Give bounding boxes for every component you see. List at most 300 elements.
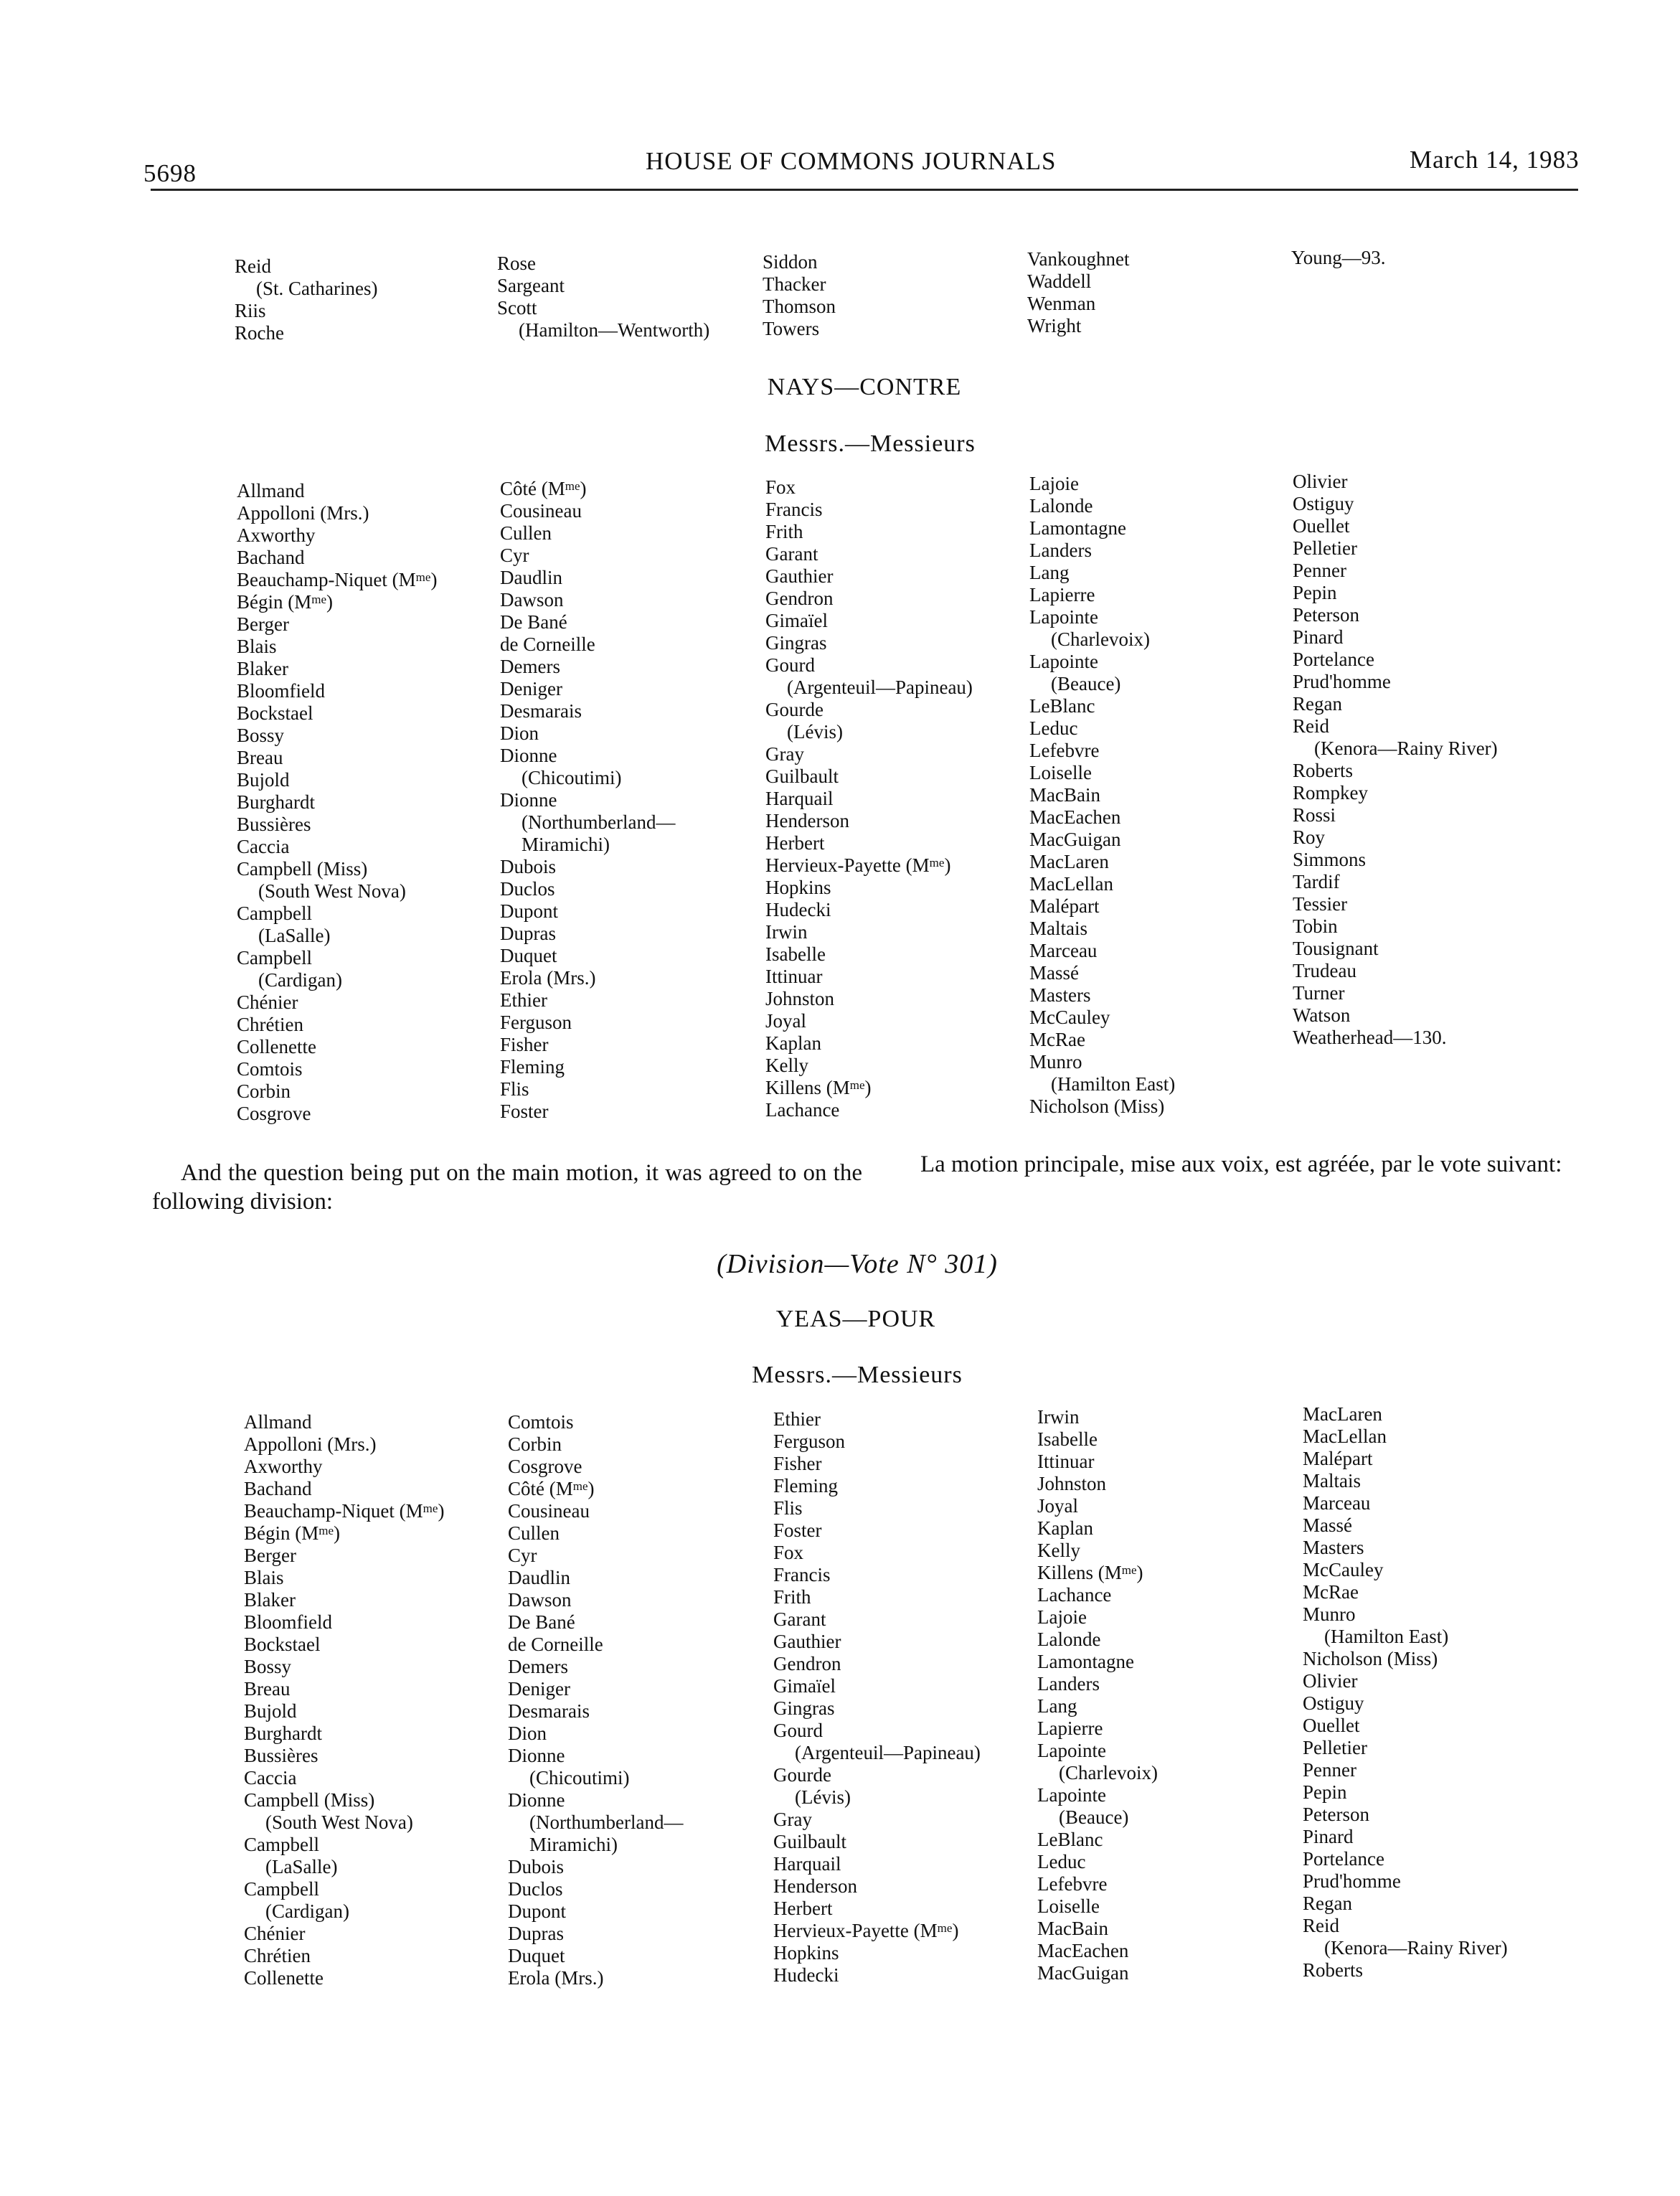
member-name: Miramichi) — [522, 834, 610, 855]
member-name: McCauley — [1303, 1559, 1384, 1580]
member-name: Hervieux-Payette $(M^{me})$ — [773, 1920, 959, 1941]
member-name: Cousineau — [500, 500, 582, 522]
member-name: Peterson — [1293, 604, 1359, 626]
member-name: Bloomfield — [244, 1611, 332, 1633]
nays-column-2 — [500, 478, 675, 1123]
member-name: Lapierre — [1029, 584, 1095, 605]
member-name: Munro — [1303, 1603, 1356, 1625]
top-column-1 — [235, 255, 377, 344]
member-name: Young—93. — [1291, 247, 1386, 268]
member-name: Hopkins — [773, 1942, 839, 1964]
member-name: Ferguson — [500, 1012, 572, 1033]
member-name: Bégin $(M^{me})$ — [244, 1522, 341, 1544]
member-name: Daudlin — [500, 567, 562, 588]
member-name: Côté $(M^{me})$ — [508, 1478, 595, 1499]
member-name: Guilbault — [765, 765, 839, 787]
member-name: Caccia — [237, 836, 290, 857]
member-name: Beauchamp-Niquet $(M^{me})$ — [237, 569, 438, 590]
member-name: Lang — [1037, 1695, 1077, 1717]
member-name: Peterson — [1303, 1804, 1369, 1825]
member-name: Cullen — [500, 522, 552, 544]
member-name: Johnston — [765, 988, 835, 1009]
member-name: Corbin — [508, 1433, 562, 1455]
member-name: Axworthy — [237, 524, 316, 546]
member-name: (LaSalle) — [258, 925, 331, 946]
member-name: Bujold — [244, 1700, 297, 1722]
member-name: Roy — [1293, 826, 1326, 848]
member-name: MacEachen — [1037, 1940, 1129, 1961]
member-name: Garant — [765, 543, 818, 565]
member-name: (Charlevoix) — [1059, 1762, 1158, 1783]
member-name: Allmand — [237, 480, 305, 501]
yeas-column-1 — [244, 1411, 444, 1989]
member-name: Prud'homme — [1293, 671, 1391, 692]
member-name: Fleming — [773, 1475, 839, 1497]
member-name: Watson — [1293, 1004, 1351, 1026]
member-name: Kaplan — [765, 1032, 821, 1054]
member-name: Hudecki — [765, 899, 831, 920]
member-name: (Lévis) — [795, 1786, 851, 1808]
member-name: Cousineau — [508, 1500, 590, 1522]
member-name: Chénier — [237, 991, 298, 1013]
member-name: Gingras — [773, 1697, 835, 1719]
page-number: 5698 — [143, 159, 197, 187]
member-name: Blais — [244, 1567, 284, 1588]
yeas-column-5 — [1303, 1403, 1508, 1981]
member-name: Portelance — [1303, 1848, 1384, 1870]
member-name: Gourd — [765, 654, 815, 676]
member-name: Pepin — [1293, 582, 1337, 603]
member-name: Johnston — [1037, 1473, 1107, 1494]
member-name: Dionne — [508, 1745, 565, 1766]
member-name: Campbell — [244, 1878, 319, 1900]
member-name: Hudecki — [773, 1964, 839, 1986]
member-name: Malépart — [1029, 895, 1100, 917]
member-name: Masters — [1303, 1537, 1364, 1558]
member-name: Gendron — [765, 588, 834, 609]
member-name: Roche — [235, 322, 284, 344]
member-name: Dionne — [500, 789, 557, 811]
member-name: (Chicoutimi) — [529, 1767, 630, 1789]
top-column-2 — [497, 253, 709, 341]
member-name: Flis — [773, 1497, 803, 1519]
member-name: Irwin — [1037, 1406, 1080, 1428]
yeas-column-3 — [773, 1408, 981, 1987]
member-name: Penner — [1293, 560, 1346, 581]
member-name: MacBain — [1029, 784, 1100, 806]
member-name: (South West Nova) — [258, 880, 406, 902]
member-name: Marceau — [1303, 1492, 1371, 1514]
member-name: McRae — [1303, 1581, 1359, 1603]
yeas-subheading: Messrs.—Messieurs — [752, 1362, 963, 1388]
member-name: Duclos — [500, 878, 555, 900]
division-label: (Division—Vote N° 301) — [717, 1249, 998, 1279]
member-name: Francis — [765, 499, 823, 520]
member-name: Guilbault — [773, 1831, 846, 1852]
member-name: (Kenora—Rainy River) — [1324, 1937, 1508, 1959]
member-name: Breau — [237, 747, 283, 768]
member-name: Campbell (Miss) — [237, 858, 368, 880]
member-name: Duquet — [500, 945, 557, 966]
member-name: Fleming — [500, 1056, 565, 1078]
member-name: Reid — [1303, 1915, 1339, 1936]
member-name: Kaplan — [1037, 1517, 1093, 1539]
paragraph-french: La motion principale, mise aux voix, est agréée, par le vote suivant: — [920, 1151, 1562, 1177]
member-name: Massé — [1029, 962, 1079, 984]
member-name: Olivier — [1293, 471, 1348, 492]
member-name: Herbert — [773, 1898, 833, 1919]
member-name: Tardif — [1293, 871, 1340, 892]
member-name: Dawson — [500, 589, 564, 611]
member-name: Collenette — [237, 1036, 316, 1057]
member-name: Bockstael — [237, 702, 313, 724]
member-name: Lapierre — [1037, 1717, 1103, 1739]
page-date: March 14, 1983 — [1410, 146, 1580, 174]
member-name: Francis — [773, 1564, 831, 1585]
member-name: Ittinuar — [765, 966, 823, 987]
member-name: Corbin — [237, 1080, 291, 1102]
member-name: Dubois — [500, 856, 557, 877]
member-name: Joyal — [765, 1010, 806, 1032]
member-name: Demers — [508, 1656, 568, 1677]
member-name: Deniger — [508, 1678, 570, 1700]
member-name: Lamontagne — [1029, 517, 1126, 539]
member-name: Dionne — [500, 745, 557, 766]
member-name: Killens $(M^{me})$ — [1037, 1562, 1143, 1583]
member-name: Leduc — [1037, 1851, 1086, 1872]
member-name: Comtois — [508, 1411, 574, 1433]
member-name: Marceau — [1029, 940, 1098, 961]
member-name: Regan — [1303, 1893, 1352, 1914]
top-column-5 — [1291, 247, 1386, 269]
member-name: Bussières — [237, 814, 311, 835]
member-name: Hervieux-Payette $(M^{me})$ — [765, 854, 951, 876]
member-name: (Argenteuil—Papineau) — [795, 1742, 981, 1763]
member-name: de Corneille — [508, 1634, 603, 1655]
member-name: Hopkins — [765, 877, 831, 898]
member-name: Isabelle — [1037, 1428, 1098, 1450]
member-name: (St. Catharines) — [256, 278, 378, 299]
member-name: Lapointe — [1037, 1740, 1106, 1761]
member-name: Massé — [1303, 1514, 1352, 1536]
member-name: Lachance — [765, 1099, 840, 1121]
member-name: Desmarais — [500, 700, 582, 722]
member-name: Ittinuar — [1037, 1451, 1095, 1472]
member-name: Bossy — [244, 1656, 292, 1677]
member-name: Gimaïel — [773, 1675, 836, 1697]
member-name: (Northumberland— — [522, 811, 676, 833]
member-name: Towers — [763, 318, 820, 339]
member-name: Ostiguy — [1303, 1692, 1364, 1714]
member-name: Isabelle — [765, 943, 826, 965]
member-name: Irwin — [765, 921, 808, 943]
yeas-column-4 — [1037, 1406, 1158, 1984]
member-name: Vankoughnet — [1027, 248, 1130, 270]
member-name: Pinard — [1293, 626, 1344, 648]
member-name: (Chicoutimi) — [522, 767, 622, 788]
member-name: Pinard — [1303, 1826, 1354, 1847]
member-name: Portelance — [1293, 649, 1374, 670]
member-name: Reid — [235, 255, 271, 277]
member-name: Maltais — [1029, 918, 1087, 939]
member-name: Gendron — [773, 1653, 841, 1674]
member-name: Ostiguy — [1293, 493, 1354, 514]
member-name: Caccia — [244, 1767, 297, 1789]
member-name: Tobin — [1293, 915, 1338, 937]
member-name: Tousignant — [1293, 938, 1379, 959]
member-name: Masters — [1029, 984, 1091, 1006]
member-name: Garant — [773, 1608, 826, 1630]
member-name: LeBlanc — [1029, 695, 1095, 717]
member-name: (Cardigan) — [265, 1900, 349, 1922]
member-name: Erola (Mrs.) — [500, 967, 596, 989]
member-name: Ethier — [500, 989, 547, 1011]
member-name: Erola (Mrs.) — [508, 1967, 604, 1989]
yeas-heading: YEAS—POUR — [775, 1306, 936, 1332]
member-name: Lamontagne — [1037, 1651, 1134, 1672]
member-name: Cyr — [500, 545, 529, 566]
member-name: MacLaren — [1303, 1403, 1382, 1425]
member-name: Beauchamp-Niquet $(M^{me})$ — [244, 1500, 445, 1522]
member-name: Berger — [237, 613, 289, 635]
member-name: Duquet — [508, 1945, 565, 1966]
member-name: Côté $(M^{me})$ — [500, 478, 587, 499]
member-name: Lajoie — [1037, 1606, 1087, 1628]
member-name: Bloomfield — [237, 680, 325, 702]
member-name: Siddon — [763, 251, 818, 273]
member-name: Burghardt — [237, 791, 315, 813]
member-name: MacLaren — [1029, 851, 1109, 872]
member-name: Bussières — [244, 1745, 318, 1766]
member-name: Campbell — [244, 1834, 319, 1855]
member-name: Lefebvre — [1037, 1873, 1108, 1895]
member-name: Gimaïel — [765, 610, 828, 631]
member-name: Scott — [497, 297, 537, 319]
member-name: Miramichi) — [529, 1834, 618, 1855]
member-name: Dupras — [508, 1923, 564, 1944]
member-name: Frith — [765, 521, 803, 542]
member-name: Bockstael — [244, 1634, 321, 1655]
member-name: Wenman — [1027, 293, 1096, 314]
member-name: Bégin $(M^{me})$ — [237, 591, 334, 613]
top-column-4 — [1027, 248, 1129, 337]
member-name: Nicholson (Miss) — [1303, 1648, 1438, 1669]
member-name: Bujold — [237, 769, 290, 791]
member-name: Harquail — [773, 1853, 841, 1875]
member-name: Nicholson (Miss) — [1029, 1095, 1165, 1117]
member-name: Breau — [244, 1678, 291, 1700]
member-name: Joyal — [1037, 1495, 1078, 1517]
member-name: Kelly — [1037, 1540, 1080, 1561]
member-name: (Hamilton East) — [1324, 1626, 1449, 1647]
member-name: Harquail — [765, 788, 834, 809]
member-name: Pepin — [1303, 1781, 1347, 1803]
member-name: de Corneille — [500, 633, 595, 655]
member-name: Henderson — [765, 810, 849, 831]
member-name: Axworthy — [244, 1456, 323, 1477]
member-name: Dion — [500, 722, 539, 744]
member-name: Landers — [1037, 1673, 1100, 1695]
member-name: Dawson — [508, 1589, 572, 1611]
member-name: Ouellet — [1303, 1715, 1360, 1736]
member-name: Cosgrove — [508, 1456, 582, 1477]
member-name: Comtois — [237, 1058, 303, 1080]
member-name: Gray — [765, 743, 804, 765]
member-name: Blaker — [237, 658, 288, 679]
member-name: Fox — [773, 1542, 804, 1563]
member-name: MacBain — [1037, 1918, 1108, 1939]
member-name: MacGuigan — [1029, 829, 1121, 850]
member-name: Fisher — [773, 1453, 822, 1474]
member-name: Bachand — [237, 547, 305, 568]
member-name: Blais — [237, 636, 277, 657]
member-name: Weatherhead—130. — [1293, 1027, 1447, 1048]
member-name: Gauthier — [773, 1631, 841, 1652]
member-name: Malépart — [1303, 1448, 1373, 1469]
member-name: Allmand — [244, 1411, 312, 1433]
member-name: Pelletier — [1303, 1737, 1367, 1758]
member-name: (Hamilton East) — [1051, 1073, 1176, 1095]
member-name: Gourde — [765, 699, 824, 720]
member-name: Dupont — [500, 900, 558, 922]
member-name: Dion — [508, 1723, 547, 1744]
member-name: Appolloni (Mrs.) — [244, 1433, 377, 1455]
member-name: Lapointe — [1029, 651, 1098, 672]
member-name: Lalonde — [1037, 1629, 1101, 1650]
member-name: MacLellan — [1029, 873, 1113, 895]
member-name: McRae — [1029, 1029, 1085, 1050]
member-name: Roberts — [1293, 760, 1353, 781]
member-name: MacLellan — [1303, 1425, 1387, 1447]
member-name: Roberts — [1303, 1959, 1363, 1981]
member-name: Appolloni (Mrs.) — [237, 502, 369, 524]
member-name: Daudlin — [508, 1567, 570, 1588]
member-name: Simmons — [1293, 849, 1367, 870]
member-name: Gourde — [773, 1764, 831, 1786]
nays-heading: NAYS—CONTRE — [767, 374, 962, 400]
member-name: Lachance — [1037, 1584, 1112, 1606]
member-name: Henderson — [773, 1875, 857, 1897]
member-name: Blaker — [244, 1589, 296, 1611]
member-name: Killens $(M^{me})$ — [765, 1077, 872, 1098]
nays-column-5 — [1293, 471, 1498, 1049]
member-name: Foster — [773, 1519, 822, 1541]
member-name: Riis — [235, 300, 266, 321]
member-name: Rossi — [1293, 804, 1336, 826]
member-name: Collenette — [244, 1967, 324, 1989]
member-name: Dubois — [508, 1856, 565, 1877]
member-name: Gingras — [765, 632, 827, 654]
member-name: (Beauce) — [1059, 1806, 1129, 1828]
member-name: Campbell (Miss) — [244, 1789, 375, 1811]
nays-column-4 — [1029, 473, 1175, 1118]
member-name: Burghardt — [244, 1723, 322, 1744]
member-name: Reid — [1293, 715, 1329, 737]
member-name: Leduc — [1029, 717, 1078, 739]
member-name: Gourd — [773, 1720, 823, 1741]
header-rule — [151, 189, 1578, 191]
member-name: (Charlevoix) — [1051, 628, 1150, 650]
member-name: Bachand — [244, 1478, 312, 1499]
member-name: Lapointe — [1037, 1784, 1106, 1806]
member-name: Loiselle — [1029, 762, 1092, 783]
member-name: Foster — [500, 1101, 549, 1122]
member-name: Maltais — [1303, 1470, 1361, 1492]
member-name: Ethier — [773, 1408, 821, 1430]
member-name: Chrétien — [237, 1014, 303, 1035]
member-name: Lalonde — [1029, 495, 1093, 517]
nays-subheading: Messrs.—Messieurs — [765, 430, 976, 457]
member-name: Campbell — [237, 947, 312, 969]
member-name: MacEachen — [1029, 806, 1121, 828]
member-name: Loiselle — [1037, 1895, 1100, 1917]
member-name: Munro — [1029, 1051, 1082, 1073]
journal-title: HOUSE OF COMMONS JOURNALS — [646, 147, 1057, 175]
member-name: Penner — [1303, 1759, 1356, 1781]
member-name: Thomson — [763, 296, 836, 317]
member-name: Rompkey — [1293, 782, 1368, 804]
member-name: Trudeau — [1293, 960, 1357, 981]
member-name: Dionne — [508, 1789, 565, 1811]
member-name: (Beauce) — [1051, 673, 1121, 694]
member-name: Cullen — [508, 1522, 560, 1544]
member-name: (Argenteuil—Papineau) — [787, 677, 973, 698]
member-name: Kelly — [765, 1055, 808, 1076]
member-name: Chrétien — [244, 1945, 311, 1966]
member-name: (LaSalle) — [265, 1856, 338, 1877]
nays-column-3 — [765, 476, 973, 1121]
member-name: Lajoie — [1029, 473, 1079, 494]
member-name: (Cardigan) — [258, 969, 342, 991]
member-name: MacGuigan — [1037, 1962, 1129, 1984]
yeas-column-2 — [508, 1411, 683, 1989]
member-name: Fox — [765, 476, 796, 498]
member-name: Dupont — [508, 1900, 566, 1922]
member-name: Lefebvre — [1029, 740, 1100, 761]
member-name: De Bané — [500, 611, 567, 633]
member-name: (Lévis) — [787, 721, 843, 743]
member-name: McCauley — [1029, 1007, 1110, 1028]
member-name: Pelletier — [1293, 537, 1357, 559]
member-name: Ouellet — [1293, 515, 1350, 537]
member-name: Gray — [773, 1809, 812, 1830]
member-name: Fisher — [500, 1034, 549, 1055]
member-name: Gauthier — [765, 565, 834, 587]
member-name: Tessier — [1293, 893, 1348, 915]
member-name: Wright — [1027, 315, 1082, 336]
member-name: Flis — [500, 1078, 529, 1100]
nays-column-1 — [237, 480, 437, 1125]
member-name: Campbell — [237, 903, 312, 924]
member-name: Bossy — [237, 725, 285, 746]
member-name: Landers — [1029, 539, 1092, 561]
member-name: Turner — [1293, 982, 1345, 1004]
member-name: Cosgrove — [237, 1103, 311, 1124]
member-name: Lapointe — [1029, 606, 1098, 628]
member-name: Herbert — [765, 832, 825, 854]
member-name: (Kenora—Rainy River) — [1314, 738, 1498, 759]
top-column-3 — [763, 251, 836, 340]
member-name: Berger — [244, 1545, 296, 1566]
member-name: (South West Nova) — [265, 1811, 413, 1833]
member-name: Waddell — [1027, 270, 1092, 292]
member-name: Dupras — [500, 923, 556, 944]
member-name: Sargeant — [497, 275, 565, 296]
member-name: Frith — [773, 1586, 811, 1608]
member-name: Cyr — [508, 1545, 537, 1566]
member-name: (Northumberland— — [529, 1811, 684, 1833]
member-name: Demers — [500, 656, 560, 677]
